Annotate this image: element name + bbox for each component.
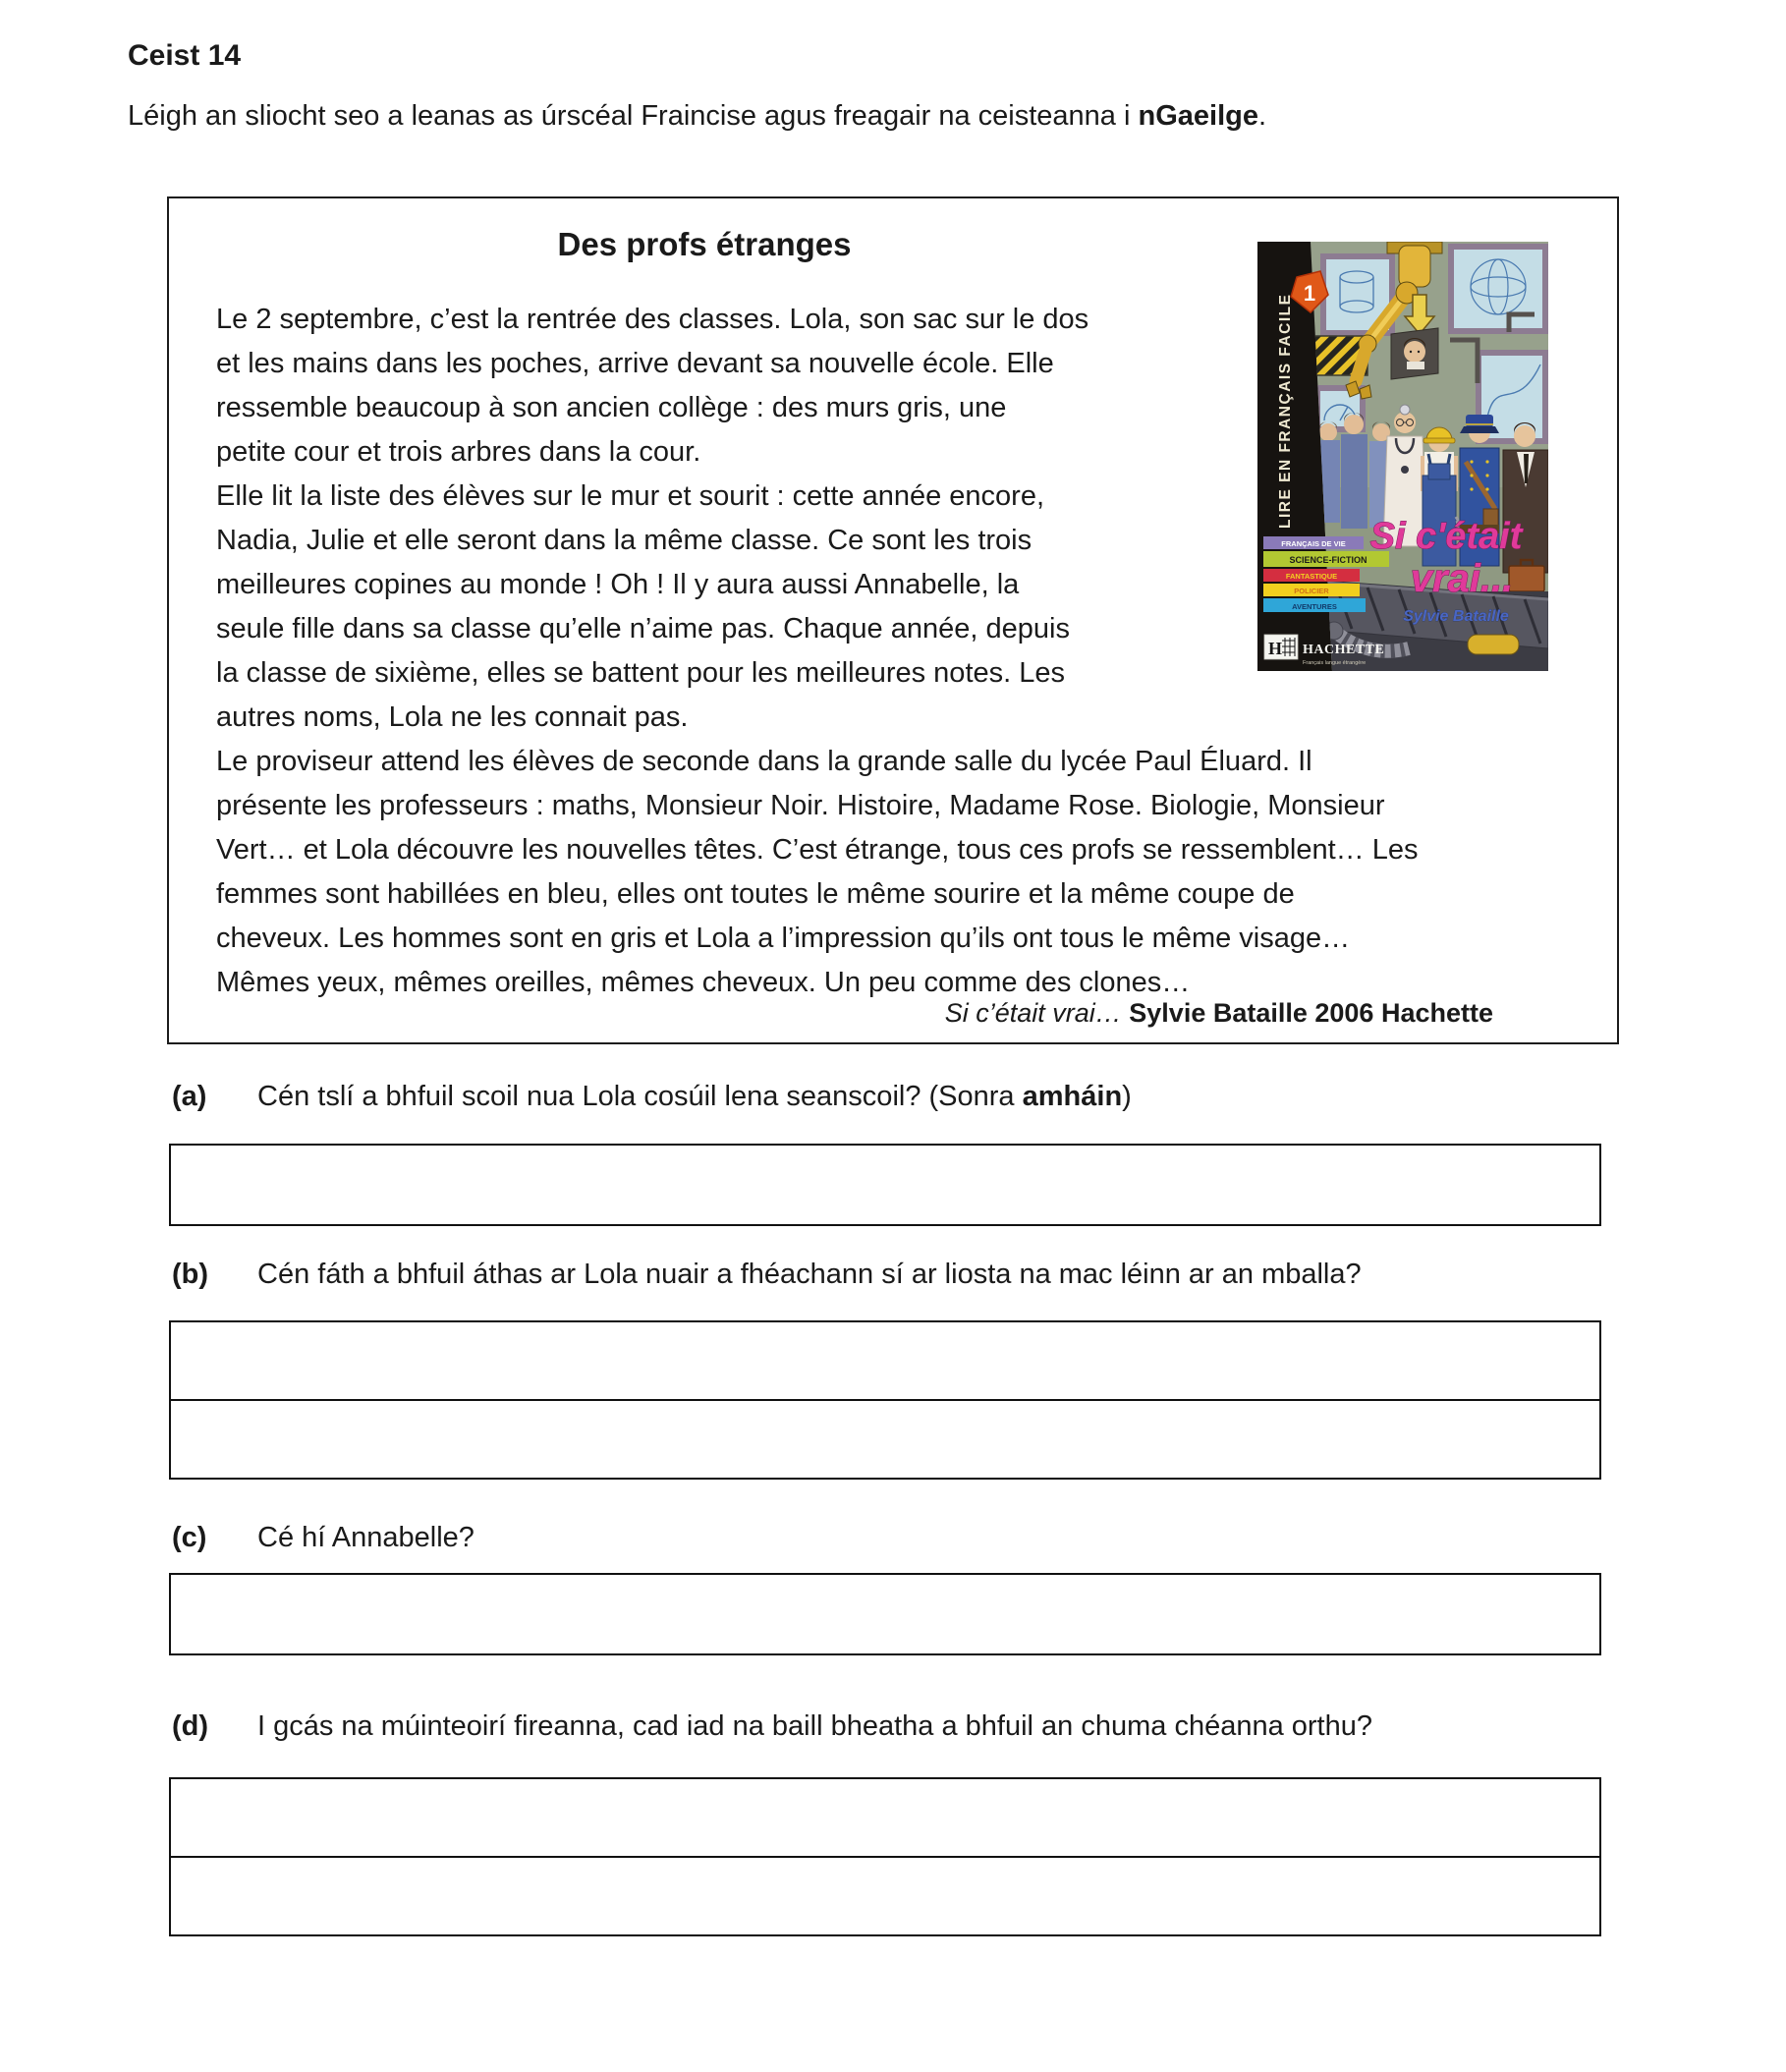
question-c: [172, 1522, 474, 1554]
answer-line[interactable]: [171, 1575, 1599, 1653]
svg-text:HACHETTE: HACHETTE: [1303, 643, 1385, 657]
cover-category-label: FRANÇAIS DE VIE: [1281, 539, 1346, 548]
question-c-prefix: Cé hí Annabelle?: [257, 1522, 474, 1553]
answer-box-b: [169, 1320, 1601, 1480]
question-b: [172, 1259, 1362, 1291]
question-d-text: [257, 1710, 1372, 1743]
answer-box-c: [169, 1573, 1601, 1655]
passage-line: Le 2 septembre, c’est la rentrée des classes. Lola, son sac sur le dos: [216, 304, 1089, 335]
passage-line: ressemble beaucoup à son ancien collège : des murs gris, une: [216, 392, 1007, 423]
passage-line: Elle lit la liste des élèves sur le mur et sourit : cette année encore,: [216, 480, 1045, 512]
cover-category-label: SCIENCE-FICTION: [1289, 555, 1367, 565]
attribution-source: Si c’était vrai…: [944, 998, 1130, 1028]
question-b-prefix: Cén fáth a bhfuil áthas ar Lola nuair a fhéachann sí ar liosta na mac léinn ar an mballa?: [257, 1259, 1362, 1290]
answer-box-a: [169, 1144, 1601, 1226]
passage-line: Vert… et Lola découvre les nouvelles têtes. C’est étrange, tous ces profs se ressemblent… Les: [216, 834, 1419, 866]
answer-line[interactable]: [171, 1779, 1599, 1856]
question-a-suffix: ): [1122, 1081, 1132, 1112]
instruction-line: [128, 100, 1266, 133]
cover-series-text: LIRE EN FRANÇAIS FACILE: [1277, 293, 1294, 529]
passage-line: petite cour et trois arbres dans la cour.: [216, 436, 701, 468]
passage-line: Le proviseur attend les élèves de seconde dans la grande salle du lycée Paul Éluard. Il: [216, 746, 1312, 777]
answer-line[interactable]: [171, 1322, 1599, 1399]
question-a-bold: amháin: [1022, 1081, 1123, 1112]
answer-line[interactable]: [171, 1399, 1599, 1478]
passage-text-wide: [216, 740, 1418, 1005]
question-b-label: (b): [172, 1259, 209, 1290]
cover-category-label: FANTASTIQUE: [1285, 572, 1338, 581]
question-d-label: (d): [172, 1710, 209, 1742]
cover-author: Sylvie Bataille: [1403, 608, 1509, 625]
cover-category-label: AVENTURES: [1292, 602, 1337, 611]
passage-line: meilleures copines au monde ! Oh ! Il y aura aussi Annabelle, la: [216, 569, 1020, 600]
passage-line: seule fille dans sa classe qu’elle n’aime pas. Chaque année, depuis: [216, 613, 1070, 644]
question-a-label: (a): [172, 1081, 207, 1112]
svg-text:vrai...: vrai...: [1410, 557, 1514, 600]
question-d-prefix: I gcás na múinteoirí fireanna, cad iad na baill bheatha a bhfuil an chuma chéanna orthu?: [257, 1710, 1372, 1742]
passage-line: cheveux. Les hommes sont en gris et Lola a l’impression qu’ils ont tous le même visage…: [216, 923, 1351, 954]
answer-line[interactable]: [171, 1146, 1599, 1224]
question-c-text: [257, 1522, 474, 1554]
answer-line[interactable]: [171, 1856, 1599, 1934]
answer-box-d: [169, 1777, 1601, 1936]
passage-title: Des profs étranges: [557, 226, 852, 262]
book-cover-image: [1257, 242, 1548, 671]
question-c-label: (c): [172, 1522, 207, 1553]
svg-text:Français langue étrangère: Français langue étrangère: [1303, 660, 1367, 666]
cover-level: 1: [1303, 281, 1316, 306]
hatch-face-icon: [1391, 328, 1438, 379]
svg-text:Si c'était: Si c'était: [1369, 516, 1523, 557]
instruction-suffix: .: [1258, 100, 1267, 132]
passage-line: et les mains dans les poches, arrive devant sa nouvelle école. Elle: [216, 348, 1054, 379]
attribution: [945, 998, 1493, 1029]
question-a-text: [257, 1081, 1132, 1113]
cover-category-label: POLICIER: [1294, 587, 1329, 595]
passage-line: la classe de sixième, elles se battent pour les meilleures notes. Les: [216, 657, 1065, 689]
instruction-prefix: Léigh an sliocht seo a leanas as úrscéal Fraincise agus freagair na ceisteanna i: [128, 100, 1139, 132]
question-d: [172, 1710, 1372, 1743]
question-a: [172, 1081, 1132, 1113]
attribution-credit: Sylvie Bataille 2006 Hachette: [1129, 998, 1493, 1028]
passage-line: Nadia, Julie et elle seront dans la même classe. Ce sont les trois: [216, 525, 1033, 556]
question-b-text: [257, 1259, 1362, 1291]
passage-line: autres noms, Lola ne les connait pas.: [216, 701, 689, 733]
instruction-bold: nGaeilge: [1138, 100, 1258, 132]
passage-line: Mêmes yeux, mêmes oreilles, mêmes cheveux. Un peu comme des clones…: [216, 967, 1191, 998]
passage-line: présente les professeurs : maths, Monsieur Noir. Histoire, Madame Rose. Biologie, Monsieur: [216, 790, 1385, 821]
passage-text-narrow: [216, 298, 1088, 740]
svg-text:H: H: [1268, 639, 1283, 658]
passage-line: femmes sont habillées en bleu, elles ont toutes le même sourire et la même coupe de: [216, 878, 1295, 910]
reading-passage-box: [167, 196, 1619, 1044]
question-heading: Ceist 14: [128, 39, 242, 72]
question-a-prefix: Cén tslí a bhfuil scoil nua Lola cosúil lena seanscoil? (Sonra: [257, 1081, 1023, 1112]
